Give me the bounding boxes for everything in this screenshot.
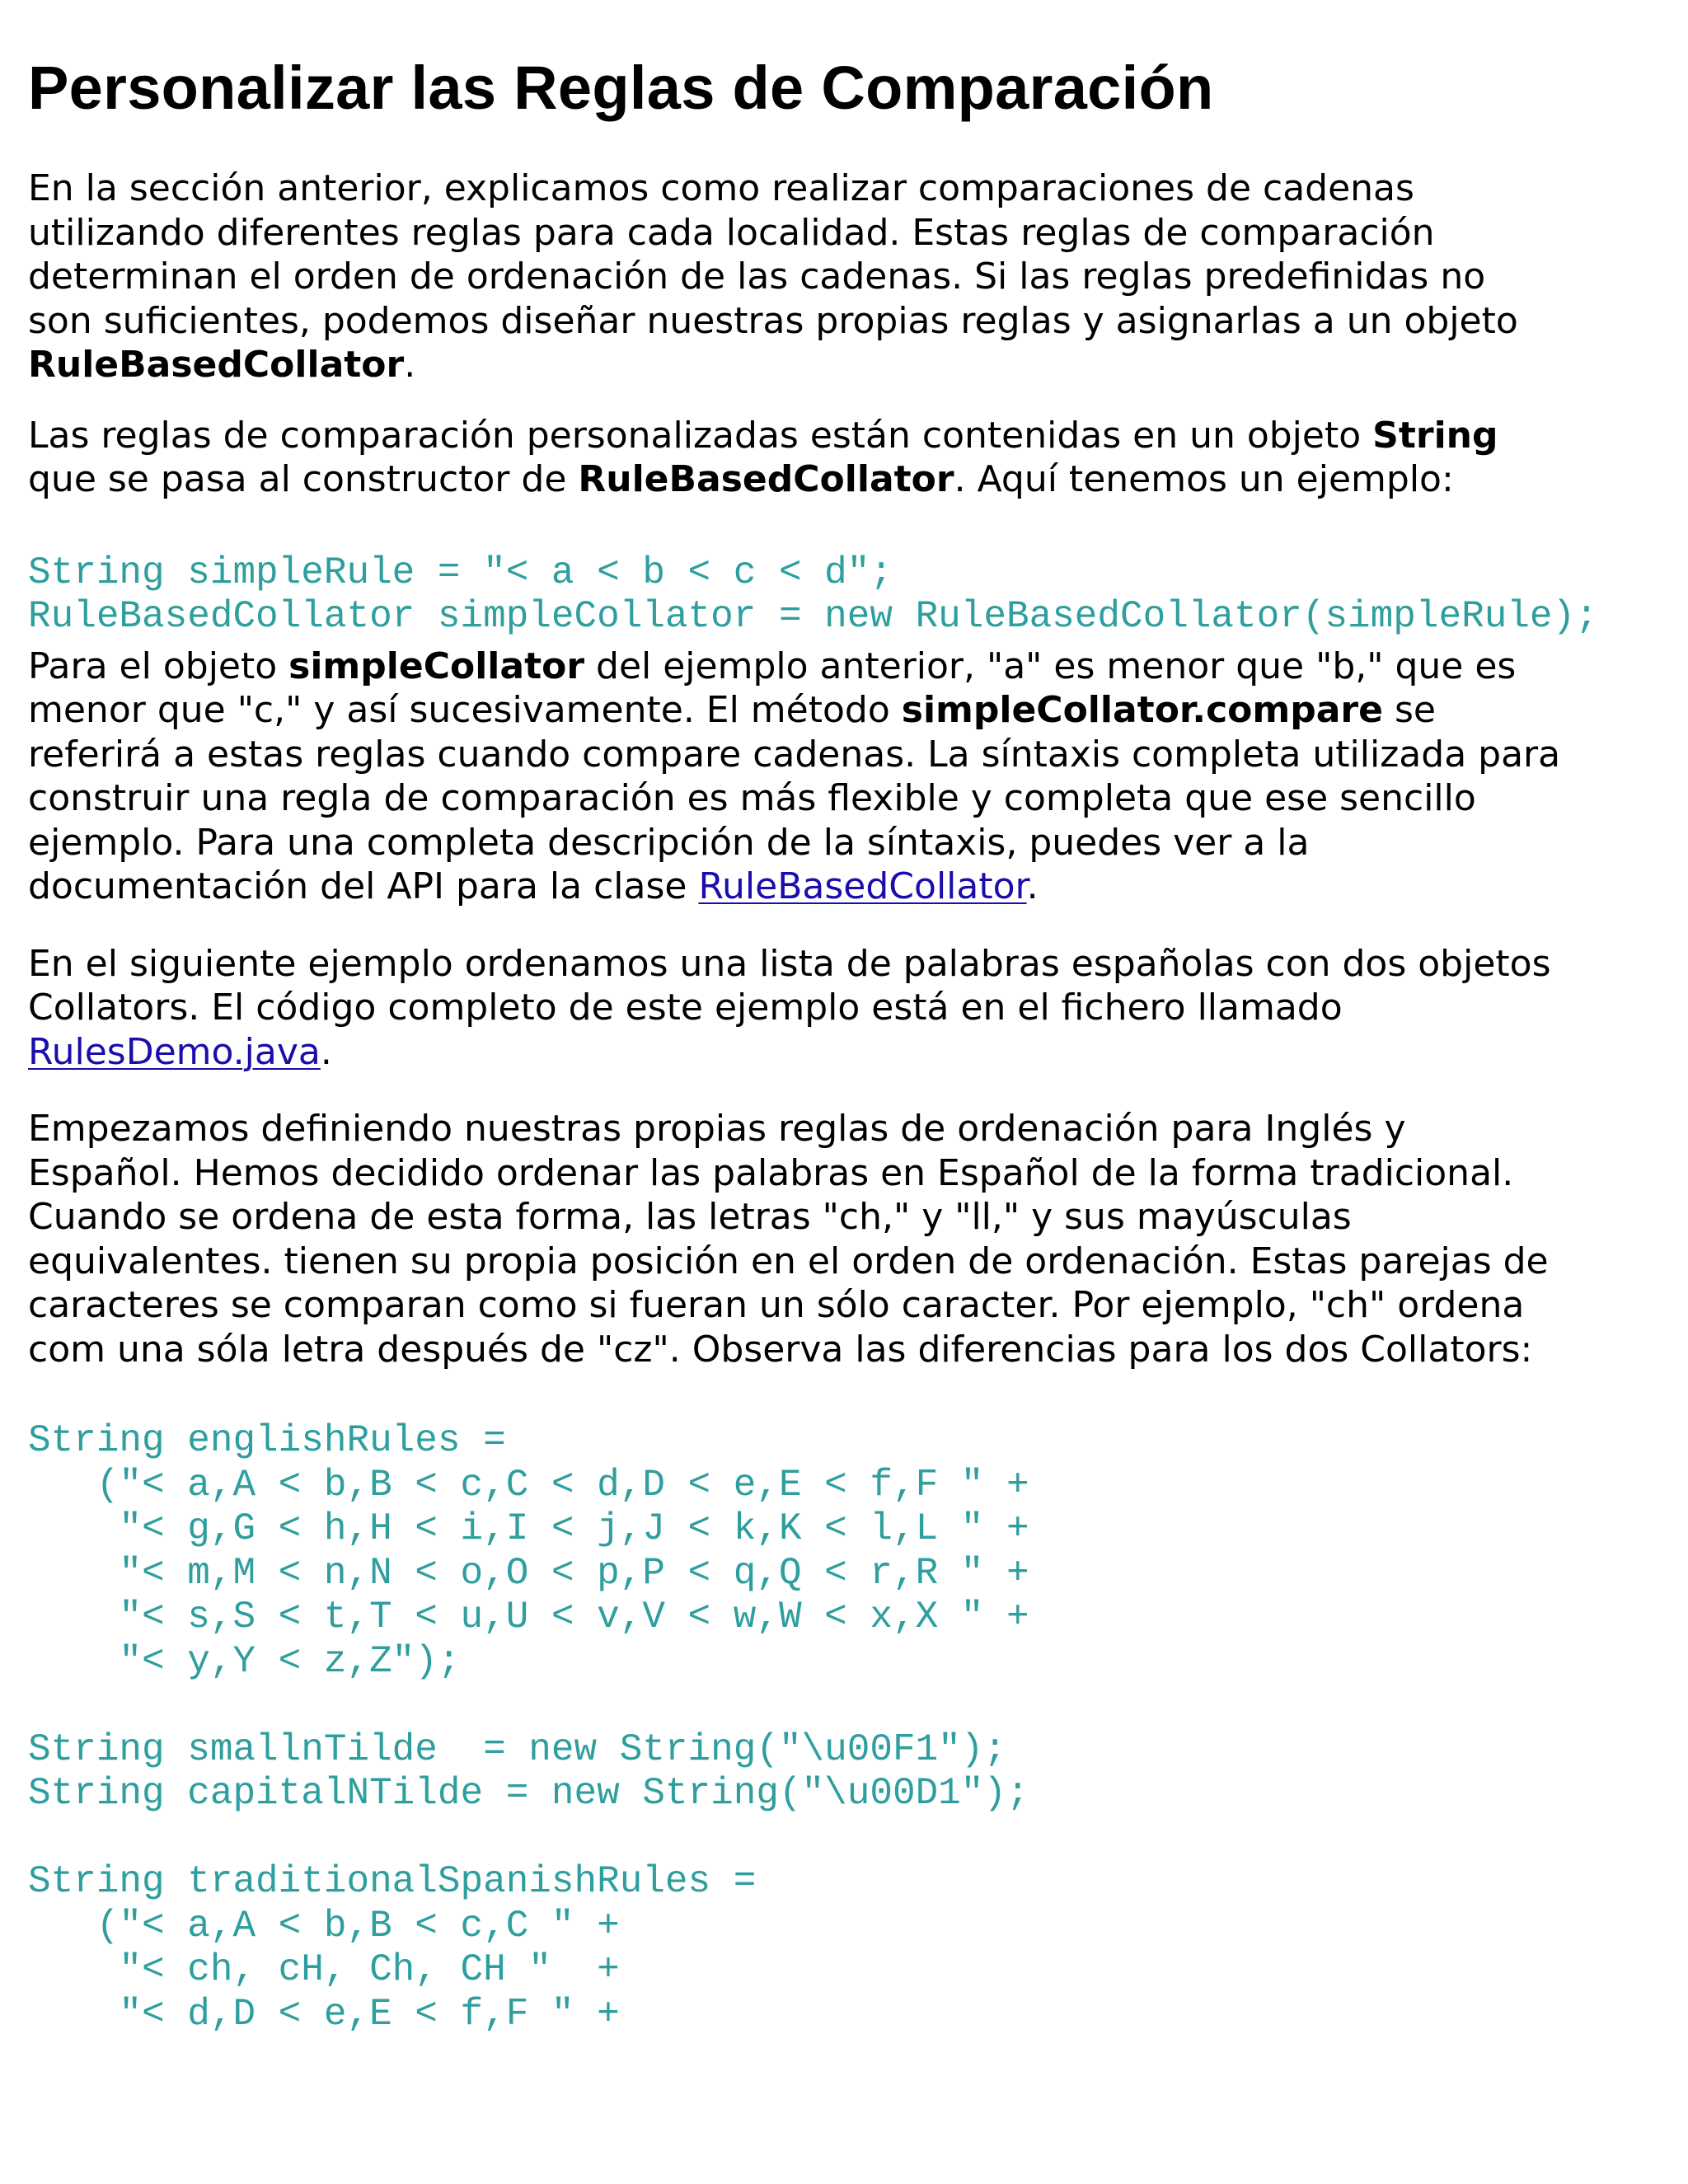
punctuation: . [404,344,416,386]
identifier-bold: simpleCollator.compare [901,689,1383,731]
code-line: String englishRules = [28,1419,506,1462]
class-name-bold: String [1372,414,1498,457]
paragraph-line [28,343,1668,387]
paragraph-line: determinan el orden de ordenación de las cadenas. Si las reglas predefinidas no [28,255,1486,298]
code-line: "< s,S < t,T < u,U < v,V < w,W < x,X " + [28,1596,1029,1638]
paragraph-line: En el siguiente ejemplo ordenamos una lista de palabras españolas con dos objetos [28,942,1551,985]
paragraph-line [28,457,1668,502]
punctuation: . [1026,865,1039,907]
text-run: se [1382,689,1436,731]
code-line: String traditionalSpanishRules = [28,1860,757,1903]
paragraph-line: Cuando se ordena de esta forma, las letras "ch," y "ll," y sus mayúsculas [28,1196,1352,1238]
identifier-bold: simpleCollator [288,644,585,687]
paragraph-line: Collators. El código completo de este ejemplo está en el fichero llamado [28,987,1343,1029]
text-run: Las reglas de comparación personalizadas están contenidas en un objeto [28,414,1373,457]
paragraph-line: Español. Hemos decidido ordenar las palabras en Español de la forma tradicional. [28,1151,1514,1194]
example-intro-paragraph [28,942,1668,1075]
text-run: del ejemplo anterior, "a" es menor que "b," que es [584,644,1517,687]
class-name-bold: RuleBasedCollator [28,344,405,386]
paragraph-line [28,1030,1668,1075]
text-run: documentación del API para la clase [28,865,699,907]
paragraph-line: referirá a estas reglas cuando compare cadenas. La síntaxis completa utilizada para [28,733,1561,776]
paragraph-line: utilizando diferentes reglas para cada localidad. Estas reglas de comparación [28,211,1435,254]
class-name-bold: RuleBasedCollator [578,458,954,500]
code-block-simple-rule [28,551,1668,640]
paragraph-line: com una sóla letra después de "cz". Observa las diferencias para los dos Collators: [28,1328,1533,1371]
code-block-collator-rules [28,1419,1668,2036]
code-line: ("< a,A < b,B < c,C < d,D < e,E < f,F " + [28,1463,1029,1507]
paragraph-line: caracteres se comparan como si fueran un sólo caracter. Por ejemplo, "ch" ordena [28,1284,1525,1326]
text-run: Para el objeto [28,644,289,687]
page-title: Personalizar las Reglas de Comparación [28,54,1214,122]
paragraph-line: son suficientes, podemos diseñar nuestras propias reglas y asignarlas a un objeto [28,299,1518,342]
paragraph-line [28,865,1668,909]
code-line: RuleBasedCollator simpleCollator = new RuleBasedCollator(simpleRule); [28,595,1598,638]
paragraph-line [28,688,1668,733]
text-run: menor que "c," y así sucesivamente. El método [28,689,902,731]
paragraph-line: ejemplo. Para una completa descripción de la síntaxis, puedes ver a la [28,821,1310,864]
punctuation: . [320,1030,332,1073]
rulesdemo-java-link[interactable]: RulesDemo.java [28,1030,321,1073]
page-content [28,0,1668,2036]
paragraph-line: En la sección anterior, explicamos como realizar comparaciones de cadenas [28,167,1414,209]
paragraph-line: construir una regla de comparación es más flexible y completa que ese sencillo [28,777,1476,819]
intro-paragraph [28,166,1668,387]
code-line: String simpleRule = "< a < b < c < d"; [28,551,893,594]
code-line: "< m,M < n,N < o,O < p,P < q,Q < r,R " + [28,1551,1029,1595]
paragraph-line: Empezamos definiendo nuestras propias reglas de ordenación para Inglés y [28,1108,1406,1150]
code-line: String capitalNTilde = new String("\u00D1"); [28,1772,1029,1815]
code-line: "< ch, cH, Ch, CH " + [28,1948,620,1991]
paragraph-line [28,414,1668,458]
code-line: String smallnTilde = new String("\u00F1"); [28,1727,1006,1771]
rules-string-paragraph [28,414,1668,502]
spanish-rules-paragraph [28,1107,1668,1371]
rulebasedcollator-api-link[interactable]: RuleBasedCollator [698,865,1027,907]
code-line: "< g,G < h,H < i,I < j,J < k,K < l,L " + [28,1507,1029,1550]
paragraph-line [28,644,1668,689]
code-line: "< y,Y < z,Z"); [28,1639,461,1683]
text-run: que se pasa al constructor de [28,458,579,500]
code-line: ("< a,A < b,B < c,C " + [28,1904,620,1947]
paragraph-line: equivalentes. tienen su propia posición en el orden de ordenación. Estas parejas de [28,1240,1549,1282]
code-line: "< d,D < e,E < f,F " + [28,1992,620,2036]
text-run: . Aquí tenemos un ejemplo: [954,458,1454,500]
simple-collator-paragraph [28,644,1668,909]
